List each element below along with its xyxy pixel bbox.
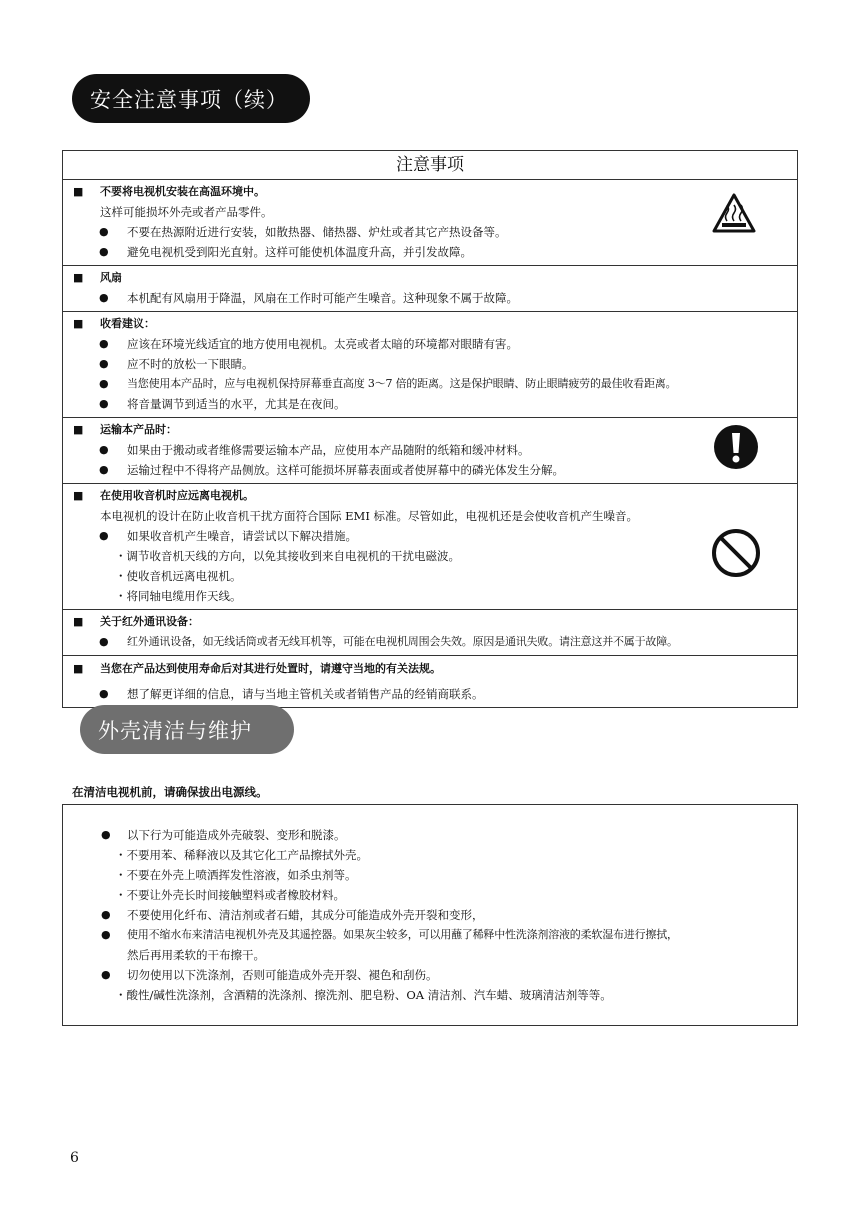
- bullet-marker: ●: [99, 377, 109, 390]
- square-marker: ■: [73, 271, 84, 284]
- section-fan: [63, 266, 797, 312]
- section-title-cleaning: 外壳清洁与维护: [80, 705, 294, 754]
- prohibited-icon: [711, 528, 761, 578]
- section-disposal: [63, 656, 797, 707]
- section-heading: 关于红外通讯设备：: [100, 615, 199, 628]
- section-radio: [63, 484, 797, 610]
- bullet-text: 运输过程中不得将产品侧放。这样可能损坏屏幕表面或者使屏幕中的磷光体发生分解。: [127, 463, 564, 477]
- section-title-safety: 安全注意事项（续）: [72, 74, 310, 123]
- section-transport: [63, 418, 797, 484]
- cleaning-notice: 在清洁电视机前，请确保拔出电源线。: [72, 785, 268, 799]
- cleaning-box: [62, 804, 798, 1026]
- bullet-text: 如果由于搬动或者维修需要运输本产品，应使用本产品随附的纸箱和缓冲材料。: [127, 443, 530, 457]
- bullet-marker: ●: [99, 635, 109, 648]
- precautions-table-title: 注意事项: [63, 151, 797, 180]
- bullet-marker: ●: [99, 291, 109, 304]
- bullet-text: 切勿使用以下洗涤剂，否则可能造成外壳开裂、褪色和刮伤。: [127, 968, 438, 982]
- bullet-marker: ●: [99, 687, 109, 700]
- section-heading: 风扇: [100, 271, 122, 284]
- sub-item-text: ・调节收音机天线的方向，以免其接收到来自电视机的干扰电磁波。: [115, 549, 460, 563]
- square-marker: ■: [73, 185, 84, 198]
- bullet-marker: ●: [99, 397, 109, 410]
- section-heat: [63, 180, 797, 266]
- bullet-marker: ●: [99, 245, 109, 258]
- bullet-text: 将音量调节到适当的水平，尤其是在夜间。: [127, 397, 346, 411]
- bullet-marker: ●: [99, 463, 109, 476]
- bullet-text: 想了解更详细的信息，请与当地主管机关或者销售产品的经销商联系。: [127, 687, 484, 701]
- bullet-marker: ●: [99, 443, 109, 456]
- square-marker: ■: [73, 423, 84, 436]
- sub-item-text: ・不要让外壳长时间接触塑料或者橡胶材料。: [115, 888, 345, 902]
- hot-surface-warning-icon: [711, 192, 757, 234]
- exclamation-icon: [713, 424, 759, 470]
- sub-item-text: ・使收音机远离电视机。: [115, 569, 242, 583]
- precautions-table: [62, 150, 798, 708]
- bullet-continuation-text: 然后再用柔软的干布擦干。: [127, 948, 265, 962]
- sub-item-text: ・不要用苯、稀释液以及其它化工产品擦拭外壳。: [115, 848, 368, 862]
- sub-item-text: ・不要在外壳上喷洒挥发性溶液，如杀虫剂等。: [115, 868, 357, 882]
- bullet-text: 不要在热源附近进行安装，如散热器、储热器、炉灶或者其它产热设备等。: [127, 225, 507, 239]
- square-marker: ■: [73, 615, 84, 628]
- section-heading: 当您在产品达到使用寿命后对其进行处置时，请遵守当地的有关法规。: [100, 662, 441, 675]
- square-marker: ■: [73, 317, 84, 330]
- bullet-marker: ●: [101, 908, 111, 921]
- section-infrared: [63, 610, 797, 656]
- bullet-text: 应不时的放松一下眼睛。: [127, 357, 254, 371]
- bullet-marker: ●: [101, 928, 111, 941]
- section-heading: 不要将电视机安装在高温环境中。: [100, 185, 265, 198]
- section-heading: 收看建议：: [100, 317, 155, 330]
- bullet-text: 当您使用本产品时，应与电视机保持屏幕垂直高度 3～7 倍的距离。这是保护眼睛、防止眼睛疲劳的最佳收看距离。: [127, 377, 677, 390]
- section-viewing: [63, 312, 797, 418]
- bullet-text: 避免电视机受到阳光直射。这样可能使机体温度升高，并引发故障。: [127, 245, 472, 259]
- bullet-marker: ●: [101, 828, 111, 841]
- square-marker: ■: [73, 489, 84, 502]
- bullet-text: 红外通讯设备，如无线话筒或者无线耳机等，可能在电视机周围会失效。原因是通讯失败。请注意这并不属于故障。: [127, 635, 678, 648]
- bullet-marker: ●: [101, 968, 111, 981]
- section-text: 本电视机的设计在防止收音机干扰方面符合国际 EMI 标准。尽管如此，电视机还是会使收音机产生噪音。: [100, 509, 639, 523]
- page-number: 6: [70, 1150, 79, 1166]
- bullet-text: 应该在环境光线适宜的地方使用电视机。太亮或者太暗的环境都对眼睛有害。: [127, 337, 518, 351]
- bullet-marker: ●: [99, 225, 109, 238]
- sub-item-text: ・酸性/碱性洗涤剂，含酒精的洗涤剂、擦洗剂、肥皂粉、OA 清洁剂、汽车蜡、玻璃清洁剂等等。: [115, 988, 612, 1002]
- bullet-text: 不要使用化纤布、清洁剂或者石蜡，其成分可能造成外壳开裂和变形，: [127, 908, 484, 922]
- section-heading: 在使用收音机时应远离电视机。: [100, 489, 254, 502]
- bullet-marker: ●: [99, 357, 109, 370]
- section-text: 这样可能损坏外壳或者产品零件。: [100, 205, 273, 219]
- square-marker: ■: [73, 662, 84, 675]
- bullet-text: 本机配有风扇用于降温，风扇在工作时可能产生噪音。这种现象不属于故障。: [127, 291, 518, 305]
- section-heading: 运输本产品时：: [100, 423, 177, 436]
- bullet-marker: ●: [99, 529, 109, 542]
- bullet-text: 如果收音机产生噪音，请尝试以下解决措施。: [127, 529, 357, 543]
- sub-item-text: ・将同轴电缆用作天线。: [115, 589, 242, 603]
- bullet-text: 使用不缩水布来清洁电视机外壳及其遥控器。如果灰尘较多，可以用蘸了稀释中性洗涤剂溶液的柔软湿布进行擦拭，: [127, 928, 678, 941]
- bullet-text: 以下行为可能造成外壳破裂、变形和脱漆。: [127, 828, 346, 842]
- bullet-marker: ●: [99, 337, 109, 350]
